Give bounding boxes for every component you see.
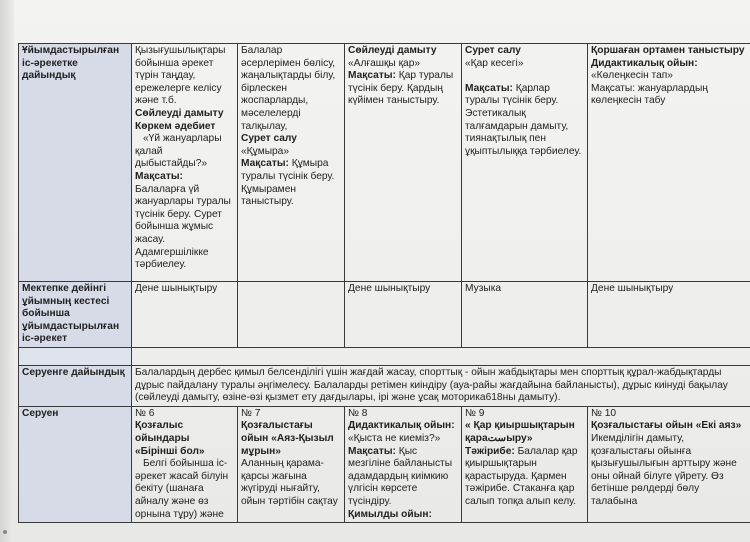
row-label-walk-prep: Серуенге дайындық	[19, 365, 132, 406]
row-school-schedule	[19, 282, 750, 348]
row-label-org: Ұйымдастырылған іс-әрекетке дайындық	[19, 44, 132, 282]
cell-org-fri: Қоршаған ортамен таныстыру Дидактикалық ойын: «Көлеңкесін тап» Мақсаты: жануарлардың көлеңкесін табу	[588, 44, 750, 282]
cell-walk-wed: № 8 Дидактикалық ойын: «Қыста не киеміз?» Мақсаты: Қыс мезгіліне байланысты адамдардың киімкию үлгісін көрсете түсіндіру. Қимылды ойын:	[345, 406, 462, 522]
cell-walk-tue: № 7 Қозғалыстағы ойын «Аяз-Қызыл мұрын» Аланның қарама-қарсы жағына жүгіруді нығайту, ойын тәртібін сақтау	[238, 406, 345, 522]
cell-org-thu: Сурет салу «Қар кесегі» Мақсаты: Қарлар туралы түсінік беру. Эстетикалық талғамдарын дамыту, тиянақтылық пен ұқыптылыққа тәрбиелеу.	[462, 44, 588, 282]
scan-speck	[3, 530, 7, 534]
row-label-school: Мектепке дейінгі ұйымның кестесі бойынша ұйымдастырылған іс-әрекет	[19, 282, 132, 348]
cell-walk-prep: Балалардың дербес қимыл белсенділігі үшін жағдай жасау, спорттық - ойын жабдықтары мен спорттық құрал-жабдықтарды дұрыс пайдалану туралы әңгімелесу. Балаларды ретімен киіндіру (ауа-райы жағдайына байланысты), дұрыс киінуді бақылау (сөйлеуді дамыту, өзіне-өзі қызмет ету дағдылары, ірі және ұсақ моторика618ны дамыту).	[132, 365, 750, 406]
cell-org-wed: Сөйлеуді дамыту «Алғашқы қар» Мақсаты: Қар туралы түсінік беру. Қардың күйімен таныстыру.	[345, 44, 462, 282]
cell-school-fri: Дене шынықтыру	[588, 282, 750, 348]
cell-org-tue: Балалар әсерлерімен бөлісу, жаңалықтарды білу, бірлескен жоспарларды, мәселелерді талқылау, Сурет салу «Құмыра» Мақсаты: Құмыра туралы түсінік беру. Құмырамен таныстыру.	[238, 44, 345, 282]
schedule-table	[18, 43, 750, 523]
row-spacer	[19, 347, 750, 365]
row-walk-prep	[19, 365, 750, 406]
row-label-walk: Серуен	[19, 406, 132, 522]
cell-school-tue	[238, 282, 345, 348]
row-org-prep	[19, 44, 750, 282]
cell-walk-fri: № 10 Қозғалыстағы ойын «Екі аяз» Икемділігін дамыту, қозғалыстағы ойынға қызығушылығын арттыру және оны ойнай білуге үйрету. Өз бетінше рөлдерді бөлу талабына	[588, 406, 750, 522]
cell-walk-mon: № 6 Қозғалыс ойындары «Бірінші бол» Белгі бойынша іс-әрекет жасай білуін бекіту (шанаға айналу және өз орнына тұру) және	[132, 406, 238, 522]
cell-school-wed: Дене шынықтыру	[345, 282, 462, 348]
cell-org-mon: Қызығушылықтары бойынша әрекет түрін таңдау, ережелерге келісу және т.б. Сөйлеуді дамыту Көркем әдебиет «Үй жануарлары қалай дыбыстайды?» Мақсаты: Балаларға үй жануарлары туралы түсінік беру. Сурет бойынша жұмыс жасау. Адамгершілікке тәрбиелеу.	[132, 44, 238, 282]
page-edge-shadow	[0, 0, 14, 542]
row-walk	[19, 406, 750, 522]
cell-school-thu: Музыка	[462, 282, 588, 348]
cell-school-mon: Дене шынықтыру	[132, 282, 238, 348]
cell-walk-thu: № 9 « Қар қиыршықтарын қараستыру» Тәжірибе: Балалар қар қиыршықтарын қарастыруда. Қармен тәжірибе. Стаканға қар салып топқа алып келу.	[462, 406, 588, 522]
